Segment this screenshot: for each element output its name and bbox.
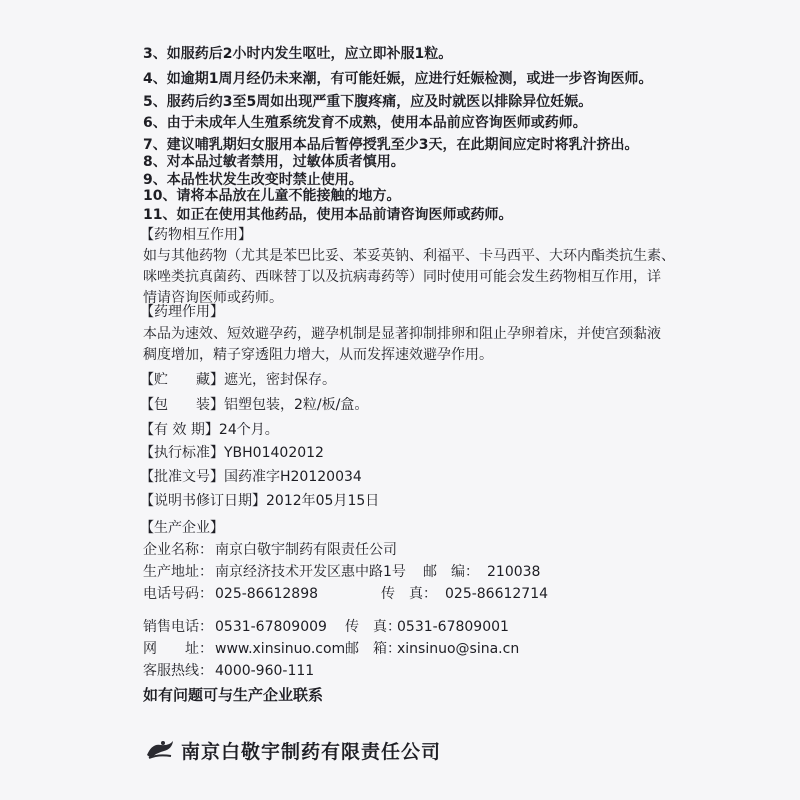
field-shelf-life: [140, 420, 279, 440]
sales-phone: 0531-67809009: [215, 619, 327, 635]
precaution-9: 9、本品性状发生改变时禁止使用。: [143, 172, 363, 188]
manufacturer-header: 【生产企业】: [140, 520, 224, 536]
interactions-line-3: 情请咨询医师或药师。: [143, 290, 283, 306]
field-shelf-life-label: 【有 效 期】: [140, 422, 219, 438]
sales-email: xinsinuo@sina.cn: [397, 641, 520, 657]
field-approval-label: 【批准文号】: [140, 469, 224, 485]
manufacturer-name: 南京白敬宇制药有限责任公司: [215, 542, 397, 558]
pharmacology-line-2: 稠度增加，精子穿透阻力增大，从而发挥速效避孕作用。: [143, 347, 493, 363]
manufacturer-fax: 025-86612714: [445, 586, 549, 602]
interactions-line-1: 如与其他药物（尤其是苯巴比妥、苯妥英钠、利福平、卡马西平、大环内酯类抗生素、: [143, 248, 675, 264]
pharmacology-line-1: 本品为速效、短效避孕药，避孕机制是显著抑制排卵和阻止孕卵着床，并使宫颈黏液: [143, 326, 661, 342]
precaution-4: 4、如逾期1周月经仍未来潮，有可能妊娠，应进行妊娠检测，或进一步咨询医师。: [143, 71, 653, 87]
pharmacology-header: 【药理作用】: [140, 304, 224, 320]
field-approval-value: 国药准字H20120034: [224, 469, 362, 485]
sales-phone-row: [143, 617, 509, 637]
manufacturer-phone: 025-86612898: [215, 586, 319, 602]
brand-company-name: 南京白敬宇制药有限责任公司: [181, 740, 442, 763]
field-revision-date-label: 【说明书修订日期】: [140, 493, 266, 509]
precaution-3: 3、如服药后2小时内发生呕吐，应立即补服1粒。: [143, 46, 453, 62]
precaution-6: 6、由于未成年人生殖系统发育不成熟，使用本品前应咨询医师或药师。: [143, 115, 587, 131]
sales-email-label: 邮 箱：: [345, 641, 401, 657]
company-brand: [143, 732, 441, 768]
manufacturer-fax-label: 传 真：: [381, 586, 437, 602]
field-revision-date: [140, 491, 379, 511]
precaution-7: 7、建议哺乳期妇女服用本品后暂停授乳至少3天，在此期间应定时将乳汁挤出。: [143, 137, 639, 153]
manufacturer-address: 南京经济技术开发区惠中路1号: [215, 564, 406, 580]
sales-fax: 0531-67809001: [397, 619, 509, 635]
manufacturer-zip: 210038: [487, 564, 541, 580]
contact-note: 如有问题可与生产企业联系: [143, 686, 324, 704]
manufacturer-phone-label: 电话号码：: [143, 586, 213, 602]
precaution-8: 8、对本品过敏者禁用，过敏体质者慎用。: [143, 154, 405, 170]
field-package: [140, 395, 368, 415]
interactions-line-2: 咪唑类抗真菌药、西咪替丁以及抗病毒药等）同时使用可能会发生药物相互作用，详: [143, 269, 661, 285]
field-standard: [140, 443, 324, 463]
precaution-11: 11、如正在使用其他药品，使用本品前请咨询医师或药师。: [143, 207, 513, 223]
manufacturer-name-label: 企业名称：: [143, 542, 213, 558]
sales-phone-label: 销售电话：: [143, 619, 213, 635]
field-standard-label: 【执行标准】: [140, 445, 224, 461]
sales-hotline-row: [143, 661, 314, 681]
field-storage-label: 【贮 藏】: [140, 372, 224, 388]
manufacturer-address-label: 生产地址：: [143, 564, 213, 580]
field-shelf-life-value: 24个月。: [218, 422, 279, 438]
manufacturer-address-row: [143, 562, 540, 582]
sales-hotline: 4000-960-111: [215, 663, 315, 679]
field-package-label: 【包 装】: [140, 397, 224, 413]
field-revision-date-value: 2012年05月15日: [266, 493, 380, 509]
field-storage: [140, 370, 336, 390]
sales-web: www.xinsinuo.com: [215, 641, 346, 657]
field-standard-value: YBH01402012: [224, 445, 324, 461]
interactions-header: 【药物相互作用】: [140, 227, 252, 243]
manufacturer-phone-row: [143, 584, 548, 604]
manufacturer-zip-label: 邮 编：: [423, 564, 479, 580]
sales-hotline-label: 客服热线：: [143, 663, 213, 679]
precaution-5: 5、服药后约3至5周如出现严重下腹疼痛，应及时就医以排除异位妊娠。: [143, 94, 593, 110]
company-logo-icon: [143, 733, 177, 767]
manufacturer-name-row: [143, 540, 397, 560]
field-storage-value: 遮光，密封保存。: [224, 372, 336, 388]
sales-fax-label: 传 真：: [345, 619, 401, 635]
field-approval: [140, 467, 362, 487]
sales-web-row: [143, 639, 519, 659]
field-package-value: 铝塑包装，2粒/板/盒。: [224, 397, 369, 413]
precaution-10: 10、请将本品放在儿童不能接触的地方。: [143, 188, 401, 204]
sales-web-label: 网 址：: [143, 641, 213, 657]
